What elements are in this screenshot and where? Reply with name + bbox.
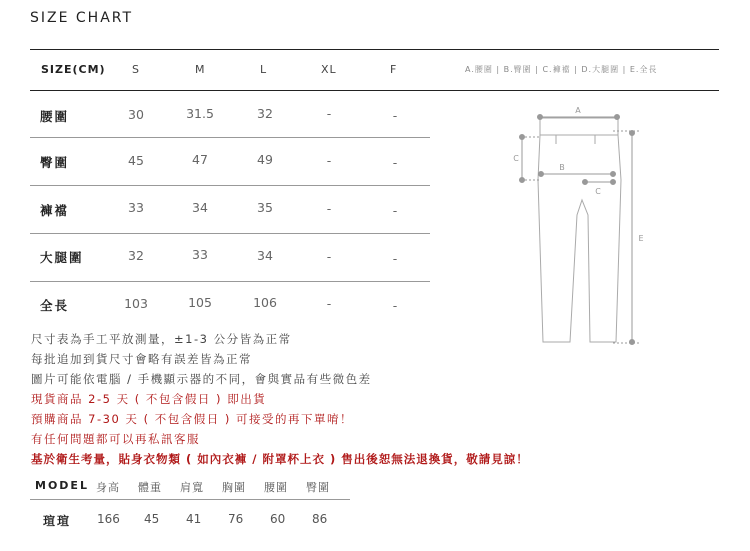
- size-header-l: L: [260, 63, 268, 76]
- cell-xl: -: [326, 249, 332, 264]
- row-label: 全長: [40, 298, 70, 313]
- model-table-rule: [30, 499, 350, 500]
- model-header-hip: 臀圍: [306, 481, 330, 494]
- label-a: A: [575, 106, 581, 115]
- label-b: B: [559, 163, 565, 172]
- size-header-f: F: [390, 63, 398, 76]
- model-bust: 76: [228, 512, 244, 526]
- cell-l: 106: [253, 295, 277, 310]
- cell-f: -: [392, 108, 398, 123]
- cell-xl: -: [326, 296, 332, 311]
- size-header-m: M: [195, 63, 206, 76]
- row-divider: [30, 185, 430, 186]
- size-header-label: SIZE(CM): [41, 63, 106, 76]
- cell-xl: -: [326, 153, 332, 168]
- model-waist: 60: [270, 512, 286, 526]
- cell-s: 33: [128, 200, 144, 215]
- cell-m: 33: [192, 247, 208, 262]
- model-header-height: 身高: [96, 481, 120, 494]
- cell-f: -: [392, 298, 398, 313]
- cell-s: 32: [128, 248, 144, 263]
- model-height: 166: [97, 512, 120, 526]
- model-name: 瑄瑄: [43, 514, 72, 528]
- page-title: SIZE CHART: [30, 10, 134, 26]
- measurement-lines: [520, 115, 642, 345]
- size-header-s: S: [132, 63, 140, 76]
- cell-m: 34: [192, 200, 208, 215]
- cell-f: -: [392, 251, 398, 266]
- note-line-highlight: 現貨商品 2-5 天 ( 不包含假日 ) 即出貨: [31, 392, 267, 406]
- row-label: 臀圍: [40, 155, 70, 170]
- note-line-highlight: 預購商品 7-30 天 ( 不包含假日 ) 可接受的再下單唷！: [31, 412, 354, 426]
- row-divider: [30, 137, 430, 138]
- cell-l: 32: [257, 106, 273, 121]
- model-header-shoulder: 肩寬: [180, 481, 204, 494]
- label-c-thigh: C: [595, 187, 601, 196]
- table-top-rule: [30, 49, 719, 50]
- row-divider: [30, 281, 430, 282]
- row-label: 腰圍: [40, 109, 70, 124]
- table-header-rule: [30, 90, 719, 91]
- label-e: E: [638, 234, 644, 243]
- cell-m: 47: [192, 152, 208, 167]
- row-divider: [30, 233, 430, 234]
- model-weight: 45: [144, 512, 160, 526]
- note-line: 每批追加到貨尺寸會略有誤差皆為正常: [31, 352, 252, 366]
- leggings-diagram: [505, 100, 665, 360]
- model-header-waist: 腰圍: [264, 481, 288, 494]
- cell-s: 103: [124, 296, 148, 311]
- cell-xl: -: [326, 201, 332, 216]
- row-label: 大腿圍: [40, 250, 84, 265]
- note-line: 尺寸表為手工平放測量，±1-3 公分皆為正常: [31, 332, 292, 346]
- cell-m: 31.5: [186, 106, 214, 121]
- cell-xl: -: [326, 106, 332, 121]
- cell-l: 34: [257, 248, 273, 263]
- cell-f: -: [392, 203, 398, 218]
- note-line-highlight: 基於衛生考量，貼身衣物類 ( 如內衣褲 / 附罩杯上衣 ) 售出後恕無法退換貨，敬請見諒！: [31, 452, 529, 466]
- model-header-label: MODEL: [35, 479, 89, 492]
- size-header-xl: XL: [321, 63, 337, 76]
- model-header-weight: 體重: [138, 481, 162, 494]
- row-label: 褲襠: [40, 203, 70, 218]
- note-line-highlight: 有任何問題都可以再私訊客服: [31, 432, 200, 446]
- cell-f: -: [392, 155, 398, 170]
- cell-s: 45: [128, 153, 144, 168]
- cell-l: 49: [257, 152, 273, 167]
- cell-s: 30: [128, 107, 144, 122]
- model-shoulder: 41: [186, 512, 202, 526]
- model-header-bust: 胸圍: [222, 481, 246, 494]
- cell-l: 35: [257, 200, 273, 215]
- model-hip: 86: [312, 512, 328, 526]
- measurement-legend: A.腰圍 | B.臀圍 | C.褲襠 | D.大腿圍 | E.全長: [465, 65, 658, 74]
- cell-m: 105: [188, 295, 212, 310]
- leggings-outline: [538, 118, 621, 342]
- note-line: 圖片可能依電腦 / 手機顯示器的不同，會與實品有些微色差: [31, 372, 372, 386]
- label-c-side: C: [513, 154, 519, 163]
